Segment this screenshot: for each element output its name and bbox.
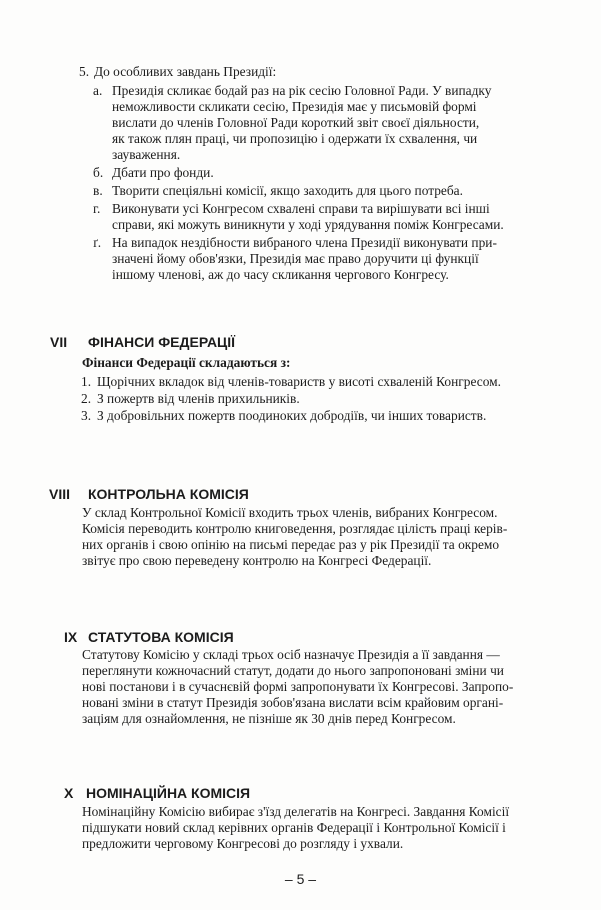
section10-line: предложити черговому Конгресові до розгляду і ухвали. [82, 836, 404, 851]
section-5-item-line: справи, які можуть виникнути у ході урядування поміж Конгресами. [112, 217, 504, 232]
section-7-item-number: 3. [81, 408, 92, 423]
section-7-list [81, 374, 541, 425]
section-5-item [93, 235, 529, 283]
section9-line: переглянути кожночасний статут, додати до нього запропоновані зміни чи [82, 663, 504, 678]
section-8-title: КОНТРОЛЬНА КОМІСІЯ [88, 486, 249, 502]
section-5-item-line: Виконувати усі Конгресом схвалені справи та вирішувати всі інші [112, 201, 490, 216]
section9-line: новані зміни в статут Президія зобов'язана вислати всім крайовим органі- [82, 695, 504, 710]
section-5-item [93, 201, 529, 233]
section-5-item-line: вислати до членів Головної Ради короткий звіт своєї діяльности, [112, 115, 480, 130]
section-7-item [81, 408, 541, 424]
section-9-paragraph [82, 647, 538, 727]
section-5-number: 5. [79, 64, 90, 79]
section-5-item-letter: ґ. [93, 235, 102, 250]
section10-line: підшукати новий склад керівних органів Федерації і Контрольної Комісії і [82, 820, 506, 835]
section8-line: У склад Контрольної Комісії входить трьох членів, вибраних Конгресом. [82, 505, 498, 520]
section-5-item-line: зауваження. [112, 147, 181, 162]
section-5-item-letter: а. [93, 83, 103, 98]
section-7-item-number: 2. [81, 391, 92, 406]
section-7-item-number: 1. [81, 374, 92, 389]
section8-line: них органів і свою опінію на письмі передає раз у рік Президії та окремо [82, 537, 500, 552]
section-7-item [81, 391, 541, 407]
section-7-item-text: Щорічних вкладок від членів-товариств у висоті схваленій Конгресом. [97, 374, 501, 389]
section9-line: нові постанови і в сучаснєвій формі запропонувати їх Конгресові. Запропо- [82, 679, 514, 694]
section-5-item-letter: г. [93, 201, 101, 216]
section-7-item [81, 374, 541, 390]
section-10-paragraph [82, 804, 538, 852]
section9-line: Статутову Комісію у складі трьох осіб назначує Президія а її завдання — [82, 647, 500, 662]
section-10-roman: X [64, 785, 74, 801]
page-number: – 5 – [284, 871, 317, 887]
section-5-item-line: Творити спеціяльні комісії, якщо заходить для цього потреба. [112, 183, 463, 198]
section-5-item-line: іншому членові, аж до часу скликання чергового Конгресу. [112, 267, 449, 282]
section-5-item [93, 83, 529, 163]
section-5-item-line: Президія скликає бодай раз на рік сесію Головної Ради. У випадку [112, 83, 492, 98]
section-5-item-letter: б. [93, 165, 104, 180]
section-7-item-text: З пожертв від членів прихильників. [97, 391, 300, 406]
section8-line: звітує про свою переведену контролю на Конгресі Федерації. [82, 553, 432, 568]
section-7-item-text: З добровільних пожертв поодиноких добродіїв, чи інших товариств. [97, 408, 487, 423]
section-5-list [93, 83, 529, 285]
section8-line: Комісія переводить контролю книговедення, розглядає цілість праці керів- [82, 521, 508, 536]
section-9-roman: IX [64, 629, 78, 645]
section-5-item-letter: в. [93, 183, 103, 198]
section-8-roman: VIII [49, 486, 71, 502]
section-8-paragraph [82, 505, 538, 569]
section-5-item-line: неможливости скликати сесію, Президія має у письмовій формі [112, 99, 477, 114]
section-5-item-line: як також плян праці, чи пропозицію і одержати їх схвалення, чи [112, 131, 478, 146]
section-5-heading: До особливих завдань Президії: [94, 64, 277, 79]
section-7-subheading: Фінанси Федерації складаються з: [82, 355, 291, 370]
section-9-title: СТАТУТОВА КОМІСІЯ [88, 629, 234, 645]
section-7-roman: VII [50, 334, 68, 350]
section-5-item-line: значені йому обов'язки, Президія має право доручити ці функції [112, 251, 479, 266]
section10-line: Номінаційну Комісію вибирає з'їзд делегатів на Конгресі. Завдання Комісії [82, 804, 510, 819]
section-5-item-line: Дбати про фонди. [112, 165, 214, 180]
section-5-item-line: На випадок нездібности вибраного члена Президії виконувати при- [112, 235, 497, 250]
section-5-item [93, 183, 529, 199]
section-10-title: НОМІНАЦІЙНА КОМІСІЯ [86, 785, 251, 801]
section9-line: заціям для ознайомлення, не пізніше як 30 днів перед Конгресом. [82, 711, 456, 726]
section-5-item [93, 165, 529, 181]
section-7-title: ФІНАНСИ ФЕДЕРАЦІЇ [88, 334, 236, 350]
